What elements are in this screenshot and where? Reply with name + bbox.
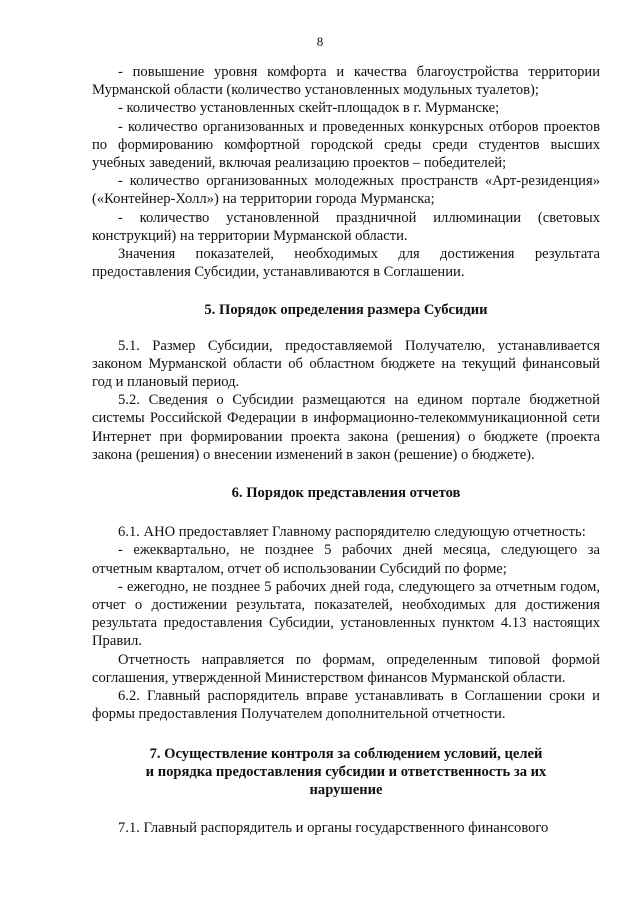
page-number: 8: [316, 34, 324, 49]
paragraph-6-1: 6.1. АНО предоставляет Главному распорядителю следующую отчетность:: [118, 524, 586, 541]
list-item-annual: - ежегодно, не позднее 5 рабочих дней года, следующего за отчетным годом, отчет о достижении результата, показателей, необходимых для достижения результата предоставления Субсидии, установленных пунктом 4.13 настоящих Правил.: [92, 578, 600, 650]
section-7-heading-line-1: 7. Осуществление контроля за соблюдением условий, целей: [149, 745, 543, 762]
list-item-illumination: - количество установленной праздничной иллюминации (световых конструкций) на территории Мурманской области.: [92, 209, 600, 244]
list-item-skateparks: - количество установленных скейт-площадок в г. Мурманске;: [118, 100, 500, 117]
list-item-comfort: - повышение уровня комфорта и качества благоустройства территории Мурманской области (количество установленных модульных туалетов);: [92, 64, 600, 99]
paragraph-7-1: 7.1. Главный распорядитель и органы государственного финансового: [118, 820, 549, 837]
list-item-contests: - количество организованных и проведенных конкурсных отборов проектов по формированию комфортной городской среды среди студентов высших учебных заведений, включая реализацию проектов – победителей;: [92, 118, 600, 172]
reporting-forms-paragraph: Отчетность направляется по формам, определенным типовой формой соглашения, утвержденной Министерством финансов Мурманской области.: [92, 651, 600, 686]
section-6-heading: 6. Порядок представления отчетов: [231, 485, 461, 502]
paragraph-6-2: 6.2. Главный распорядитель вправе устанавливать в Соглашении сроки и формы предоставления Получателем дополнительной отчетности.: [92, 688, 600, 723]
list-item-quarterly: - ежеквартально, не позднее 5 рабочих дней месяца, следующего за отчетным кварталом, отчет об использовании Субсидий по форме;: [92, 542, 600, 577]
section-7-heading-line-2: и порядка предоставления субсидии и ответственность за их: [145, 763, 547, 780]
section-7-heading: [92, 745, 600, 800]
list-item-youth-spaces: - количество организованных молодежных пространств «Арт-резиденция» («Контейнер-Холл») на территории города Мурманска;: [92, 173, 600, 208]
section-5-heading: 5. Порядок определения размера Субсидии: [204, 302, 488, 319]
document-body: [92, 63, 600, 837]
section-7-heading-line-3: нарушение: [309, 781, 383, 798]
paragraph-5-1: 5.1. Размер Субсидии, предоставляемой Получателю, устанавливается законом Мурманской области об областном бюджете на текущий финансовый год и плановый период.: [92, 337, 600, 391]
indicators-paragraph: Значения показателей, необходимых для достижения результата предоставления Субсидии, устанавливаются в Соглашении.: [92, 246, 600, 281]
paragraph-5-2: 5.2. Сведения о Субсидии размещаются на едином портале бюджетной системы Российской Федерации в информационно-телекоммуникационной сети Интернет при формировании проекта закона (решения) о бюджете (проекта закона (решения) о внесении изменений в закон (решение) о бюджете).: [92, 392, 600, 463]
